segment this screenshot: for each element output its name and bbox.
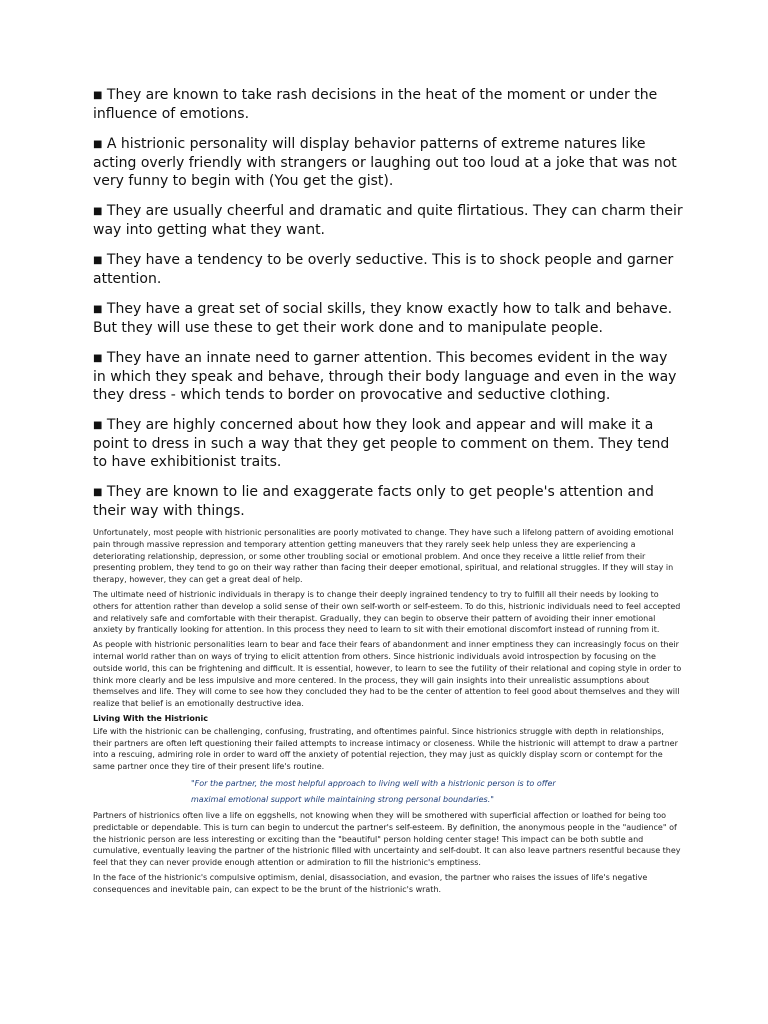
bullet-item bbox=[93, 349, 683, 404]
bullet-square-icon: ■ bbox=[93, 420, 103, 431]
section-paragraph: Life with the histrionic can be challenging, confusing, frustrating, and oftentimes painful. Since histrionics struggle with depth in relationships, their partners are often left questioning their failed attempts to increase intimacy or closeness. While the histrionic will attempt to draw a partner into a rescuing, admiring role in order to ward off the anxiety of potential rejection, they may just as quickly display scorn or contempt for the same partner once they tire of their present life's routine. bbox=[93, 726, 678, 772]
bullet-text: They are usually cheerful and dramatic and quite flirtatious. They can charm their way into getting what they want. bbox=[93, 203, 683, 238]
bullet-square-icon: ■ bbox=[93, 304, 103, 315]
bullet-item bbox=[93, 416, 683, 471]
bullet-item bbox=[93, 202, 683, 239]
bullet-list bbox=[93, 86, 683, 532]
bullet-text: They are highly concerned about how they look and appear and will make it a point to dress in such a way that they get people to comment on them. They tend to have exhibitionist traits. bbox=[93, 417, 670, 470]
bullet-text: They have a great set of social skills, they know exactly how to talk and behave. But they will use these to get their work done and to manipulate people. bbox=[93, 301, 673, 336]
bullet-square-icon: ■ bbox=[93, 487, 103, 498]
bullet-square-icon: ■ bbox=[93, 255, 103, 266]
bullet-item bbox=[93, 86, 683, 123]
body-paragraph: The ultimate need of histrionic individuals in therapy is to change their deeply ingrained tendency to try to fulfill all their needs by looking to others for attention rather than develop a solid sense of their own self-worth or self-esteem. To do this, histrionic individuals need to feel accepted and relatively safe and comfortable with their therapist. Gradually, they can begin to observe their pattern of avoiding their inner emotional anxiety by frantically looking for attention. In this process they need to learn to sit with their emotional discomfort instead of running from it. bbox=[93, 589, 681, 635]
bullet-text: They are known to lie and exaggerate facts only to get people's attention and their way with things. bbox=[93, 484, 654, 519]
bullet-text: They are known to take rash decisions in the heat of the moment or under the influence of emotions. bbox=[93, 87, 658, 122]
bullet-text: They have an innate need to garner attention. This becomes evident in the way in which they speak and behave, through their body language and even in the way they dress - which tends to border on provocative and seductive clothing. bbox=[93, 350, 677, 403]
body-paragraph: Partners of histrionics often live a life on eggshells, not knowing when they will be smothered with superficial affection or loathed for being too predictable or dependable. This is turn can begin to undercut the partner's self-esteem. By definition, the anonymous people in the "audience" of the histrionic person are less interesting or exciting than the "beautiful" person holding center stage! This impact can be both subtle and cumulative, eventually leaving the partner of the histrionic filled with uncertainty and self-doubt. It can also leave partners resentful because they feel that they can never provide enough attention or admiration to fill the histrionic's emptiness. bbox=[93, 810, 681, 868]
body-paragraph: Unfortunately, most people with histrionic personalities are poorly motivated to change. They have such a lifelong pattern of avoiding emotional pain through massive repression and temporary attention getting maneuvers that they rarely seek help unless they are experiencing a deteriorating relationship, depression, or some other troubling social or emotional problem. And once they receive a little relief from their presenting problem, they tend to go on their way rather than facing their deeper emotional, spiritual, and relational struggles. If they will stay in therapy, however, they can get a great deal of help. bbox=[93, 528, 674, 585]
bullet-square-icon: ■ bbox=[93, 206, 103, 217]
bullet-item bbox=[93, 135, 683, 190]
article-body bbox=[93, 527, 683, 899]
bullet-item bbox=[93, 483, 683, 520]
bullet-item bbox=[93, 251, 683, 288]
section-heading: Living With the Histrionic bbox=[93, 713, 208, 723]
bullet-square-icon: ■ bbox=[93, 139, 103, 150]
pull-quote: "For the partner, the most helpful approach to living well with a histrionic person is to offer maximal emotional support while maintaining strong personal boundaries." bbox=[191, 778, 556, 804]
bullet-text: A histrionic personality will display behavior patterns of extreme natures like acting overly friendly with strangers or laughing out too loud at a joke that was not very funny to begin with (You get the gist). bbox=[93, 136, 677, 189]
bullet-square-icon: ■ bbox=[93, 90, 103, 101]
bullet-text: They have a tendency to be overly seductive. This is to shock people and garner attention. bbox=[93, 252, 674, 287]
body-paragraph: In the face of the histrionic's compulsive optimism, denial, disassociation, and evasion, the partner who raises the issues of life's negative consequences and inevitable pain, can expect to be the brunt of the histrionic's wrath. bbox=[93, 872, 648, 894]
bullet-item bbox=[93, 300, 683, 337]
body-paragraph: As people with histrionic personalities learn to bear and face their fears of abandonment and inner emptiness they can increasingly focus on their internal world rather than on ways of trying to elicit attention from others. Since histrionic individuals avoid introspection by focusing on the outside world, this can be frightening and difficult. It is essential, however, to learn to see the futility of their relational and coping style in order to think more clearly and be less impulsive and more centered. In the process, they will gain insights into their unrealistic assumptions about themselves and life. They will come to see how they concluded they had to be the center of attention to feel good about themselves and they will realize that belief is an emotionally destructive idea. bbox=[93, 640, 682, 709]
bullet-square-icon: ■ bbox=[93, 353, 103, 364]
